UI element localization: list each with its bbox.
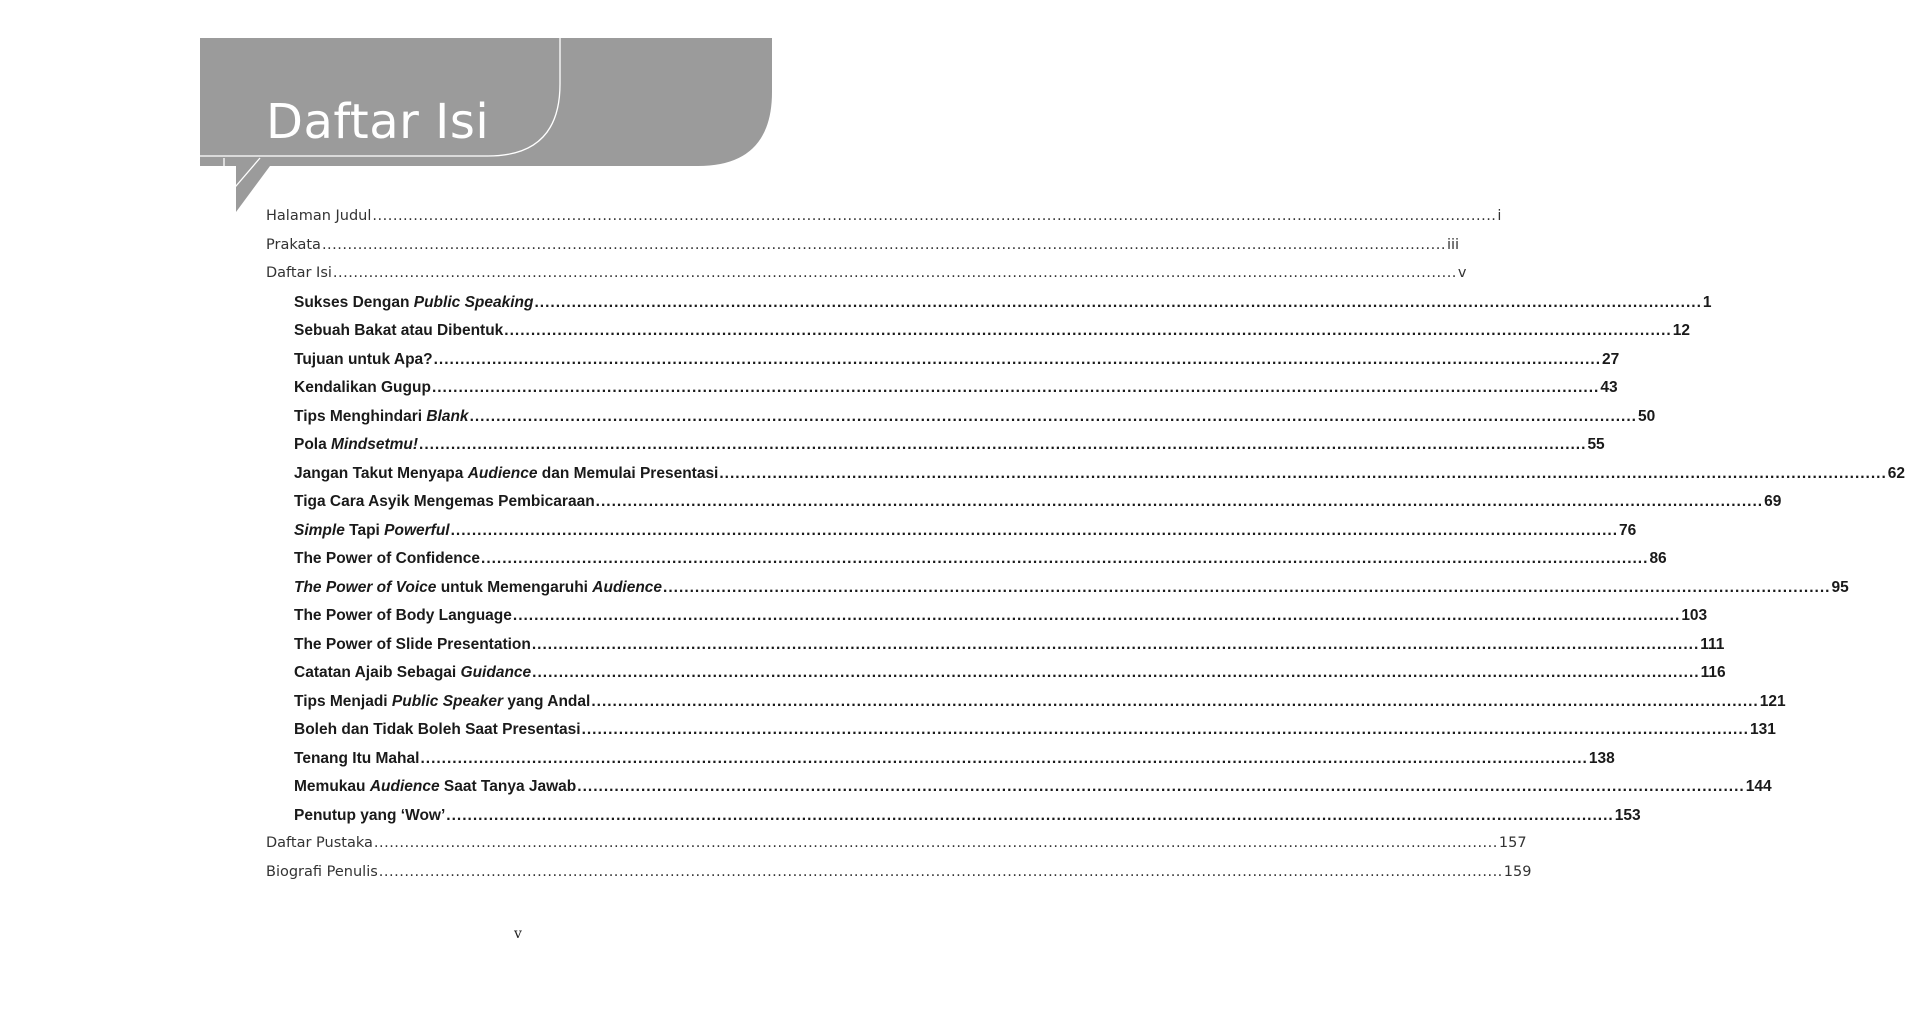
toc-page-number: 55 — [1587, 436, 1605, 453]
toc-title-text: The Power of Body Language — [294, 607, 512, 624]
toc-page-number: iii — [1446, 236, 1460, 253]
toc-page-number: 86 — [1649, 550, 1667, 567]
toc-entry — [266, 550, 1667, 579]
toc-entry-title — [294, 465, 718, 483]
toc-title-italic: Powerful — [384, 521, 450, 539]
page-number: v — [514, 926, 522, 942]
toc-title-text: dan Memulai Presentasi — [537, 464, 719, 482]
toc-entry-title — [294, 493, 595, 511]
toc-page-number: 95 — [1831, 578, 1849, 596]
toc-title-text: Sebuah Bakat atau Dibentuk — [294, 322, 504, 339]
toc-page-number: i — [1497, 208, 1502, 224]
toc-page-number: 27 — [1602, 350, 1620, 368]
toc-entry — [266, 236, 1460, 266]
toc-entry — [266, 293, 1712, 323]
toc-entry — [266, 664, 1726, 693]
toc-title-text: Boleh dan Tidak Boleh Saat Presentasi — [294, 721, 581, 738]
toc-entry-title — [266, 864, 378, 880]
toc-page-number: 111 — [1700, 635, 1725, 653]
toc-leader-dots: ............................................................................................................................................................................................................................ — [531, 635, 1700, 653]
toc-entry-title — [294, 778, 576, 796]
toc-page-number: 62 — [1887, 464, 1905, 482]
toc-leader-dots: ............................................................................................................................................................................................................................ — [332, 265, 1457, 281]
toc-leader-dots: ............................................................................................................................................................................................................................ — [372, 208, 1497, 224]
toc-page-number: 138 — [1588, 749, 1615, 767]
toc-title-text: Memukau — [294, 778, 370, 795]
toc-entry — [266, 208, 1502, 237]
toc-entry-title — [294, 522, 450, 540]
toc-entry-title — [294, 664, 531, 682]
toc-title-text: Daftar Pustaka — [266, 835, 373, 851]
toc-title-italic: Blank — [426, 407, 469, 425]
toc-title-italic: Mindsetmu! — [331, 436, 419, 453]
toc-title-text: Kendalikan Gugup — [294, 379, 431, 396]
toc-title-text: Pola — [294, 436, 332, 453]
toc-entry — [266, 464, 1905, 494]
toc-entry — [266, 350, 1620, 380]
toc-entry — [266, 806, 1641, 836]
toc-entry-title — [266, 265, 332, 281]
toc-entry — [266, 379, 1618, 408]
table-of-contents — [266, 208, 1905, 892]
toc-entry-title — [294, 436, 418, 454]
toc-title-italic: Audience — [369, 778, 440, 795]
toc-page-number: 159 — [1503, 863, 1532, 880]
toc-leader-dots: ............................................................................................................................................................................................................................ — [431, 379, 1600, 396]
toc-page-number: 76 — [1619, 521, 1637, 539]
toc-entry — [266, 835, 1527, 864]
toc-title-text: Tujuan untuk Apa? — [294, 350, 433, 368]
toc-entry-title — [294, 807, 445, 825]
toc-title-text: Daftar Isi — [266, 265, 332, 281]
toc-entry-title — [294, 750, 419, 768]
toc-entry-title — [294, 379, 431, 397]
header-banner — [0, 0, 1024, 230]
toc-leader-dots: ............................................................................................................................................................................................................................ — [719, 464, 1887, 482]
toc-entry — [266, 521, 1637, 551]
toc-leader-dots: ............................................................................................................................................................................................................................ — [595, 493, 1764, 510]
toc-entry-title — [294, 294, 533, 312]
toc-page-number: 1 — [1702, 293, 1712, 311]
toc-leader-dots: ............................................................................................................................................................................................................................ — [532, 664, 1700, 681]
toc-title-text: Tips Menghindari — [294, 407, 427, 425]
toc-entry-title — [266, 237, 321, 253]
toc-entry — [266, 493, 1782, 522]
toc-page-number: 43 — [1600, 379, 1618, 396]
toc-entry — [266, 635, 1725, 665]
toc-page-number: 153 — [1614, 806, 1641, 824]
toc-page-number: 12 — [1672, 322, 1690, 339]
toc-title-text: Halaman Judul — [266, 208, 372, 224]
toc-entry — [266, 322, 1690, 351]
toc-page-number: v — [1457, 265, 1467, 281]
toc-title-text: Jangan Takut Menyapa — [294, 464, 468, 482]
toc-title-text: Sukses Dengan — [294, 293, 414, 311]
toc-page-number: 157 — [1498, 835, 1527, 851]
toc-entry-title — [294, 579, 662, 597]
page-title: Daftar Isi — [266, 94, 490, 150]
toc-leader-dots: ............................................................................................................................................................................................................................ — [321, 236, 1446, 253]
toc-page-number: 144 — [1745, 778, 1772, 795]
toc-entry-title — [294, 550, 480, 568]
toc-title-italic: Public Speaker — [391, 692, 504, 710]
toc-page-number: 69 — [1764, 493, 1782, 510]
toc-title-text: untuk Memengaruhi — [436, 578, 593, 596]
toc-title-italic: Simple — [294, 521, 345, 539]
toc-title-italic: Audience — [592, 578, 663, 596]
toc-title-italic: Public Speaking — [413, 293, 534, 311]
toc-entry-title — [294, 408, 469, 426]
toc-title-italic: Guidance — [460, 664, 532, 681]
toc-leader-dots: ............................................................................................................................................................................................................................ — [512, 607, 1681, 624]
toc-page-number: 121 — [1759, 692, 1786, 710]
toc-leader-dots: ............................................................................................................................................................................................................................ — [581, 721, 1749, 738]
toc-leader-dots: ............................................................................................................................................................................................................................ — [469, 407, 1637, 425]
toc-leader-dots: ............................................................................................................................................................................................................................ — [577, 778, 1745, 795]
toc-leader-dots: ............................................................................................................................................................................................................................ — [450, 521, 1619, 539]
toc-leader-dots: ............................................................................................................................................................................................................................ — [419, 436, 1587, 453]
toc-entry — [266, 778, 1772, 807]
toc-leader-dots: ............................................................................................................................................................................................................................ — [663, 578, 1831, 596]
toc-entry-title — [294, 721, 581, 739]
toc-title-text: Tenang Itu Mahal — [294, 749, 420, 767]
toc-page-number: 131 — [1749, 721, 1776, 738]
toc-title-text: Tiga Cara Asyik Mengemas Pembicaraan — [294, 493, 595, 510]
toc-title-text: Tapi — [344, 521, 385, 539]
toc-entry-title — [294, 351, 433, 369]
toc-entry-title — [294, 607, 512, 625]
toc-entry — [266, 607, 1708, 636]
toc-entry — [266, 407, 1656, 437]
toc-leader-dots: ............................................................................................................................................................................................................................ — [504, 322, 1672, 339]
toc-title-italic: Audience — [467, 464, 538, 482]
toc-entry — [266, 578, 1849, 608]
toc-page-number: 116 — [1700, 664, 1726, 681]
toc-title-text: The Power of Slide Presentation — [294, 635, 531, 653]
toc-leader-dots: ............................................................................................................................................................................................................................ — [373, 835, 1498, 851]
toc-title-text: Penutup yang ‘Wow’ — [294, 806, 446, 824]
toc-entry — [266, 863, 1532, 893]
toc-leader-dots: ............................................................................................................................................................................................................................ — [446, 806, 1614, 824]
toc-leader-dots: ............................................................................................................................................................................................................................ — [481, 550, 1649, 567]
toc-entry — [266, 749, 1615, 779]
toc-leader-dots: ............................................................................................................................................................................................................................ — [378, 863, 1503, 880]
toc-title-text: Prakata — [266, 236, 321, 253]
toc-entry — [266, 692, 1786, 722]
toc-title-text: Biografi Penulis — [266, 863, 378, 880]
toc-title-text: The Power of Confidence — [294, 550, 481, 567]
toc-entry-title — [266, 835, 373, 851]
toc-title-text: Saat Tanya Jawab — [439, 778, 577, 795]
toc-leader-dots: ............................................................................................................................................................................................................................ — [591, 692, 1759, 710]
toc-title-text: Catatan Ajaib Sebagai — [294, 664, 461, 681]
toc-entry-title — [294, 693, 590, 711]
toc-entry — [266, 721, 1776, 750]
toc-title-text: Tips Menjadi — [294, 692, 392, 710]
toc-title-italic: The Power of Voice — [294, 578, 437, 596]
toc-leader-dots: ............................................................................................................................................................................................................................ — [420, 749, 1588, 767]
toc-leader-dots: ............................................................................................................................................................................................................................ — [534, 293, 1702, 311]
toc-page-number: 103 — [1681, 607, 1708, 624]
toc-leader-dots: ............................................................................................................................................................................................................................ — [433, 350, 1602, 368]
toc-title-text: yang Andal — [503, 692, 591, 710]
toc-entry-title — [294, 636, 531, 654]
toc-entry-title — [294, 322, 503, 340]
toc-entry — [266, 436, 1605, 465]
toc-entry — [266, 265, 1467, 294]
toc-page-number: 50 — [1637, 407, 1656, 425]
toc-entry-title — [266, 208, 371, 224]
